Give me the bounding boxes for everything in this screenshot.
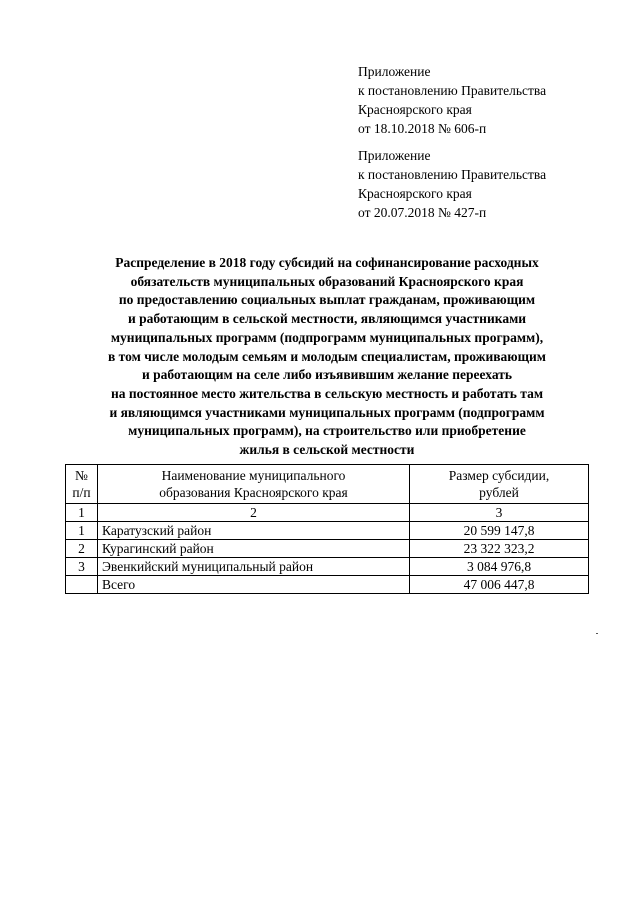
table-row xyxy=(66,540,589,558)
title-line: и работающим на селе либо изъявившим желание переехать xyxy=(141,367,513,383)
title-line: в том числе молодым семьям и молодым специалистам, проживающим xyxy=(108,348,546,364)
appendix-date-number: от 18.10.2018 № 606-п xyxy=(358,121,487,136)
header-municipality-line2: образования Красноярского края xyxy=(159,485,348,500)
title-line: на постоянное место жительства в сельскую местность и работать там xyxy=(110,385,544,401)
header-number-line2: п/п xyxy=(72,485,91,500)
title-line: муниципальных программ (подпрограмм муниципальных программ), xyxy=(110,329,544,345)
appendix-label: Приложение xyxy=(358,64,431,79)
row-amount: 23 322 323,2 xyxy=(410,540,589,558)
column-number-row xyxy=(66,504,589,522)
row-amount: 3 084 976,8 xyxy=(410,558,589,576)
total-label: Всего xyxy=(98,576,410,594)
title-line: обязательств муниципальных образований Красноярского края xyxy=(130,273,524,289)
appendix-resolution-line: к постановлению Правительства xyxy=(358,83,547,98)
row-number: 1 xyxy=(66,522,98,540)
header-number-line1: № xyxy=(75,468,88,483)
total-row xyxy=(66,576,589,594)
title-line: по предоставлению социальных выплат гражданам, проживающим xyxy=(118,292,536,308)
title-line: Распределение в 2018 году субсидий на софинансирование расходных xyxy=(115,255,539,270)
header-amount-line2: рублей xyxy=(479,485,519,500)
appendix-header-original xyxy=(358,146,546,222)
row-municipality: Эвенкийский муниципальный район xyxy=(98,558,410,576)
table-header-row xyxy=(66,465,589,504)
header-municipality-line1: Наименование муниципального xyxy=(161,468,346,483)
appendix-region-line: Красноярского края xyxy=(358,102,472,117)
subsidy-table xyxy=(65,464,589,594)
header-municipality xyxy=(98,465,410,504)
title-line: муниципальных программ), на строительство или приобретение xyxy=(128,423,526,439)
column-number: 3 xyxy=(410,504,589,522)
column-number: 1 xyxy=(66,504,98,522)
row-amount: 20 599 147,8 xyxy=(410,522,589,540)
table-row xyxy=(66,558,589,576)
row-municipality: Каратузский район xyxy=(98,522,410,540)
appendix-header-current xyxy=(358,62,546,138)
appendix-label: Приложение xyxy=(358,148,431,163)
table-row xyxy=(66,522,589,540)
column-number: 2 xyxy=(98,504,410,522)
appendix-date-number: от 20.07.2018 № 427-п xyxy=(358,205,487,220)
row-municipality: Курагинский район xyxy=(98,540,410,558)
header-amount xyxy=(410,465,589,504)
title-line: и работающим в сельской местности, являющимся участниками xyxy=(127,311,527,327)
header-number xyxy=(66,465,98,504)
total-number-empty xyxy=(66,576,98,594)
title-line: и являющимся участниками муниципальных программ (подпрограмм xyxy=(109,404,545,420)
title-line: жилья в сельской местности xyxy=(239,442,415,458)
scan-speck xyxy=(596,633,598,634)
row-number: 3 xyxy=(66,558,98,576)
total-amount: 47 006 447,8 xyxy=(410,576,589,594)
appendix-region-line: Красноярского края xyxy=(358,186,472,201)
header-amount-line1: Размер субсидии, xyxy=(448,468,550,483)
row-number: 2 xyxy=(66,540,98,558)
document-title xyxy=(60,254,594,460)
appendix-resolution-line: к постановлению Правительства xyxy=(358,167,547,182)
